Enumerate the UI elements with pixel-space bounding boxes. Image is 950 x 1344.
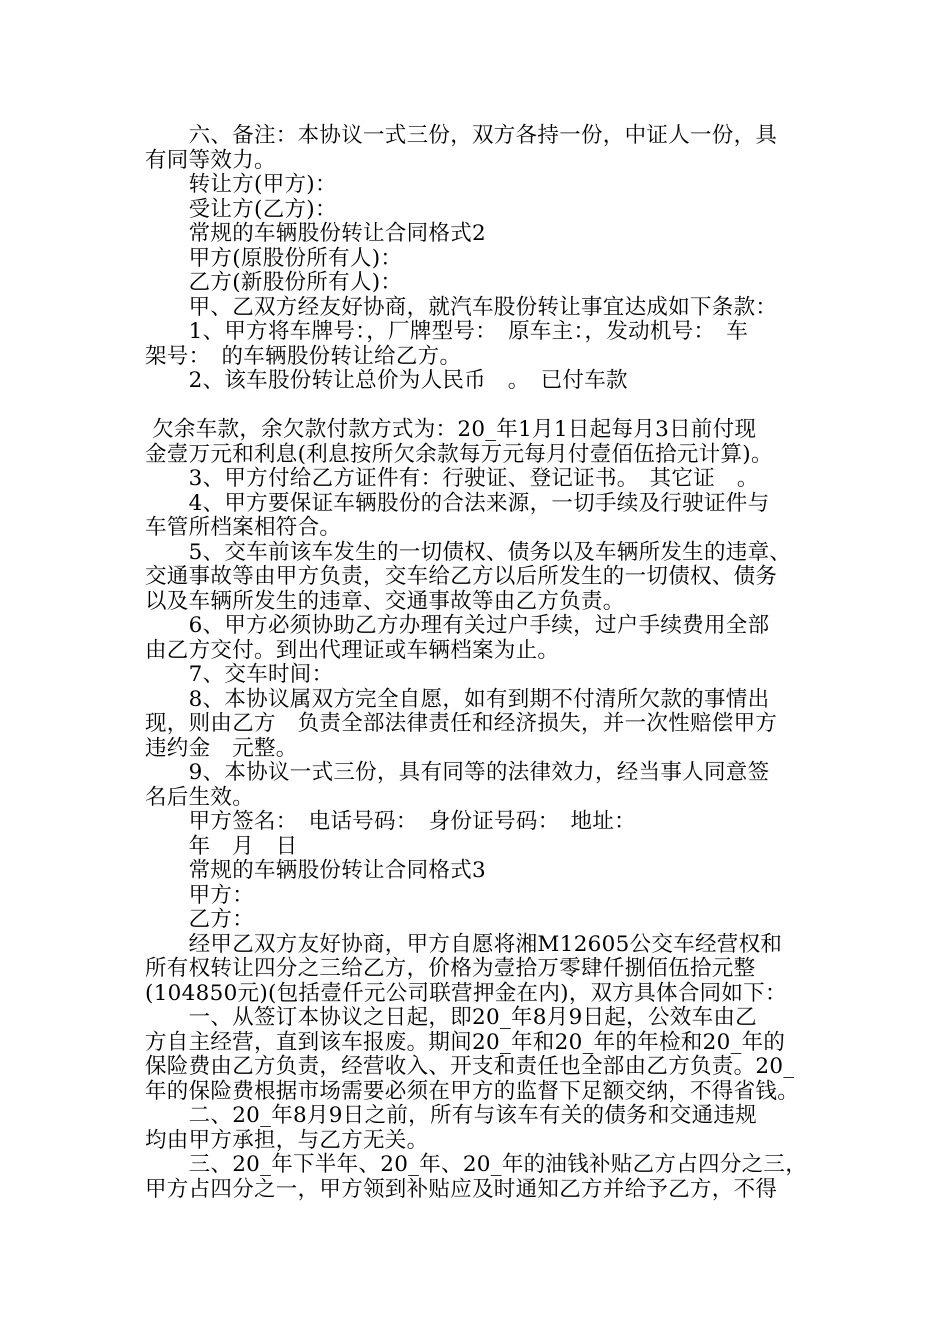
text-line: 金壹万元和利息(利息按所欠余款每万元每月付壹佰伍拾元计算)。 xyxy=(145,441,773,467)
text-line: 欠余车款，余欠款付款方式为：20_年1月1日起每月3日前付现 xyxy=(145,417,757,442)
text-line: 保险费由乙方负责，经营收入、开支和责任也全部由乙方负责。20_ xyxy=(145,1054,795,1079)
text-line: 受让方(乙方)： xyxy=(145,196,337,222)
text-line: 常规的车辆股份转让合同格式3 xyxy=(145,858,486,883)
text-line: 所有权转让四分之三给乙方，价格为壹拾万零肆仟捌佰伍拾元整 xyxy=(145,956,756,981)
text-line: 乙方(新股份所有人)： xyxy=(145,270,403,295)
text-line: 方自主经营，直到该车报废。期间20_年和20_年的年检和20_年的 xyxy=(145,1029,786,1055)
text-line: 六、备注：本协议一式三份，双方各持一份，中证人一份，具 xyxy=(145,123,778,148)
text-line: 7、交车时间： xyxy=(145,662,334,687)
text-line: 4、甲方要保证车辆股份的合法来源，一切手续及行驶证件与 xyxy=(145,490,770,516)
text-line: 转让方(甲方)： xyxy=(145,172,337,197)
text-line: 以及车辆所发生的违章、交通事故等由乙方负责。 xyxy=(145,588,625,614)
text-line: 三、20_年下半年、20_年、20_年的油钱补贴乙方占四分之三， xyxy=(145,1152,808,1177)
text-line: 年 月 日 xyxy=(145,833,298,859)
text-line: 违约金 元整。 xyxy=(145,735,298,761)
text-line: 车管所档案相符合。 xyxy=(145,515,342,540)
text-line: 甲方占四分之一，甲方领到补贴应及时通知乙方并给予乙方，不得 xyxy=(145,1176,778,1202)
text-line: 甲方： xyxy=(145,882,255,908)
text-line: 5、交车前该车发生的一切债权、债务以及车辆所发生的违章、 xyxy=(145,539,792,565)
text-line: (104850元)(包括壹仟元公司联营押金在内)，双方具体合同如下： xyxy=(145,980,787,1006)
text-line: 架号： 的车辆股份转让给乙方。 xyxy=(145,343,462,369)
text-line: 一、从签订本协议之日起，即20_年8月9日起，公效车由乙 xyxy=(145,1005,757,1030)
text-line: 1、甲方将车牌号：，厂牌型号： 原车主：，发动机号： 车 xyxy=(145,319,749,344)
text-line: 经甲乙双方友好协商，甲方自愿将湘M12605公交车经营权和 xyxy=(145,931,783,957)
text-line: 6、甲方必须协助乙方办理有关过户手续，过户手续费用全部 xyxy=(145,613,770,638)
text-line: 8、本协议属双方完全自愿，如有到期不付清所欠款的事情出 xyxy=(145,686,770,712)
text-line: 交通事故等由甲方负责，交车给乙方以后所发生的一切债权、债务 xyxy=(145,564,778,589)
text-line: 二、20_年8月9日之前，所有与该车有关的债务和交通违规 xyxy=(145,1103,757,1128)
text-line: 名后生效。 xyxy=(145,784,255,810)
text-line: 常规的车辆股份转让合同格式2 xyxy=(145,221,486,246)
text-line: 现，则由乙方 负责全部法律责任和经济损失，并一次性赔偿甲方 xyxy=(145,711,778,736)
text-line: 乙方： xyxy=(145,907,255,932)
text-line: 2、该车股份转让总价为人民币 。 已付车款 xyxy=(145,368,628,393)
text-line: 3、甲方付给乙方证件有：行驶证、登记证书。 其它证 。 xyxy=(145,466,759,491)
text-line: 均由甲方承担，与乙方无关。 xyxy=(145,1127,429,1153)
text-line: 甲、乙双方经友好协商，就汽车股份转让事宜达成如下条款： xyxy=(145,294,778,320)
text-line: 甲方签名： 电话号码： 身份证号码： 地址： xyxy=(145,809,636,834)
text-line: 有同等效力。 xyxy=(145,147,276,173)
text-line: 甲方(原股份所有人)： xyxy=(145,245,403,271)
text-line: 年的保险费根据市场需要必须在甲方的监督下足额交纳，不得省钱。 xyxy=(145,1078,800,1104)
text-line: 由乙方交付。到出代理证或车辆档案为止。 xyxy=(145,637,560,663)
text-line: 9、本协议一式三份，具有同等的法律效力，经当事人同意签 xyxy=(145,760,770,785)
